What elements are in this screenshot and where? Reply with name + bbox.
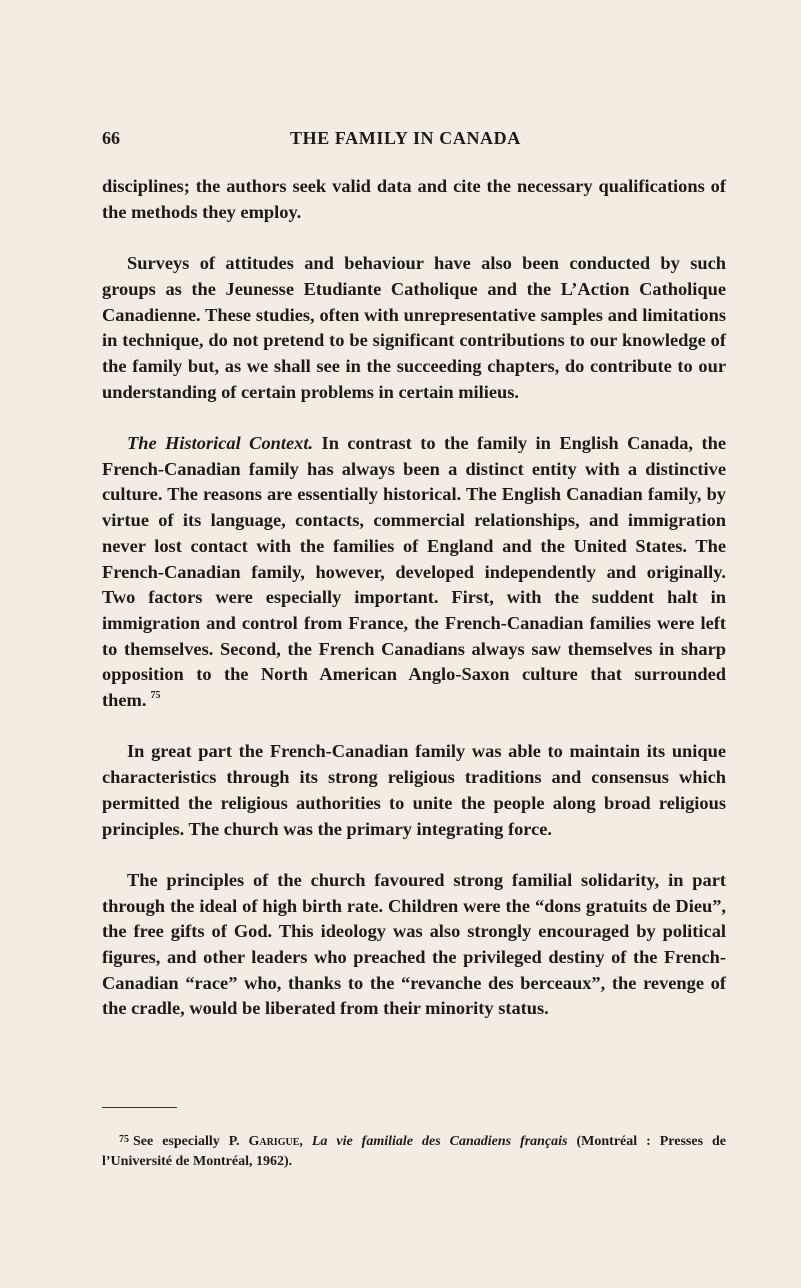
footnote	[102, 1130, 726, 1172]
footnote-title: La vie familiale des Canadiens français	[311, 1134, 568, 1149]
footnote-reference: 75	[150, 690, 161, 702]
footnote-prefix: See especially P.	[133, 1134, 240, 1149]
section-title: The Historical Context.	[127, 433, 314, 453]
paragraph: The principles of the church favoured strong familial solidarity, in part through the ideal of high birth rate. Children were the “dons gratuits de Dieu”, the free gifts of God. This ideology was also strongly encouraged by political figures, and other leaders who preached the privileged destiny of the French-Canadian “race” who, thanks to the “revanche des berceaux”, the revenge of the cradle, would be liberated from their minority status.	[102, 869, 726, 1019]
paragraph	[102, 431, 726, 714]
footnote-suffix: (Montréal : Presses de l’Université de Montréal, 1962).	[102, 1134, 727, 1169]
footnote-number: 75	[119, 1134, 129, 1145]
running-head: THE FAMILY IN CANADA	[290, 128, 521, 148]
page-header	[102, 126, 702, 150]
footnote-divider	[102, 1107, 177, 1108]
section-text: In contrast to the family in English Canada, the French-Canadian family has always been a distinct entity with a distinctive culture. The reasons are essentially historical. The English Canadian family, by virtue of its language, contacts, commercial relationships, and immigration never lost contact with the families of England and the United States. The French-Canadian family, however, developed independently and originally. Two factors were especially important. First, with the suddent halt in immigration and control from France, the French-Canadian families were left to themselves. Second, the French Canadians always saw themselves in sharp opposition to the North American Anglo-Saxon culture that surrounded them.	[102, 433, 726, 711]
footnote-author: Garigue,	[248, 1134, 303, 1149]
paragraph: In great part the French-Canadian family was able to maintain its unique characteristics through its strong religious traditions and consensus which permitted the religious authorities to unite the people along broad religious principles. The church was the primary integrating force.	[102, 741, 726, 839]
page-number: 66	[102, 128, 120, 148]
body-text	[102, 174, 726, 1048]
paragraph: Surveys of attitudes and behaviour have also been conducted by such groups as the Jeunesse Etudiante Catholique and the L’Action Catholique Canadienne. These studies, often with unrepresentative samples and limitations in technique, do not pretend to be significant contributions to our knowledge of the family but, as we shall see in the succeeding chapters, do contribute to our understanding of certain problems in certain milieus.	[102, 253, 726, 402]
paragraph: disciplines; the authors seek valid data and cite the necessary qualifications of the methods they employ.	[102, 176, 726, 222]
